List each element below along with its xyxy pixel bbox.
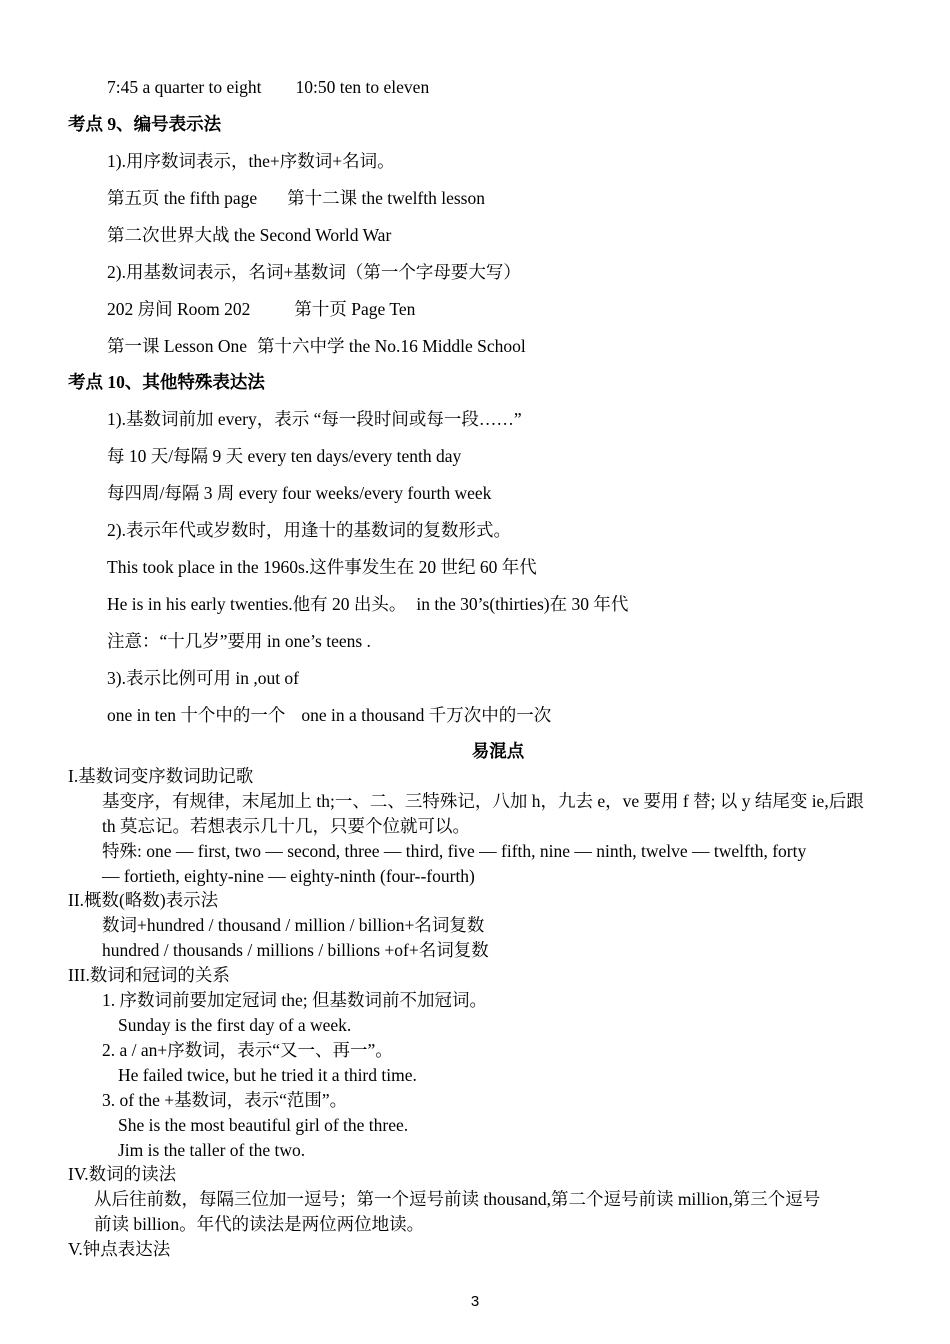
example-text: 第五页 the fifth page [107,188,258,208]
section4-line2: 前读 billion。年代的读法是两位两位地读。 [94,1214,425,1234]
point10-rule2: 2).表示年代或岁数时，用逢十的基数词的复数形式。 [107,520,511,540]
example-text: 第十六中学 the No.16 Middle School [256,336,526,356]
example-text: He is in his early twenties.他有 20 出头。 [107,594,407,614]
example-text: 第十页 Page Ten [294,299,416,319]
section3-example1: Sunday is the first day of a week. [118,1015,352,1035]
section2-line2: hundred / thousands / millions / billions +of+名词复数 [102,940,489,960]
point10-example3: This took place in the 1960s.这件事发生在 20 世纪 60 年代 [107,557,537,577]
page-number: 3 [470,1293,480,1310]
section3-rule3: 3. of the +基数词，表示“范围”。 [102,1090,348,1110]
section3-heading: III.数词和冠词的关系 [68,965,230,985]
example-text: one in a thousand 千万次中的一次 [301,705,552,725]
section1-line3: 特殊: one — first, two — second, three — third, five — fifth, nine — ninth, twelve — twelfth, forty [102,841,807,861]
point9-rule1: 1).用序数词表示，the+序数词+名词。 [107,151,395,171]
point9-example2: 第二次世界大战 the Second World War [107,225,392,245]
section3-example4: Jim is the taller of the two. [118,1140,306,1160]
point9-heading: 考点 9、编号表示法 [68,114,222,134]
point10-example2: 每四周/每隔 3 周 every four weeks/every fourth week [107,483,492,503]
point9-rule2: 2).用基数词表示，名词+基数词（第一个字母要大写） [107,262,521,282]
example-text: 第一课 Lesson One [107,336,247,356]
point10-rule3: 3).表示比例可用 in ,out of [107,668,300,688]
section3-example3: She is the most beautiful girl of the three. [118,1115,409,1135]
point9-example3 [107,298,415,320]
point10-example1: 每 10 天/每隔 9 天 every ten days/every tenth day [107,446,462,466]
example-text: 第十二课 the twelfth lesson [287,188,485,208]
point10-rule1: 1).基数词前加 every，表示 “每一段时间或每一段……” [107,409,522,429]
section3-example2: He failed twice, but he tried it a third time. [118,1065,417,1085]
example-text: one in ten 十个中的一个 [107,705,286,725]
point10-example4 [107,593,628,615]
section1-line4: — fortieth, eighty-nine — eighty-ninth (four--fourth) [102,866,475,886]
section2-line1: 数词+hundred / thousand / million / billion+名词复数 [102,915,485,935]
time-example-1: 7:45 a quarter to eight [107,77,262,97]
point10-note: 注意：“十几岁”要用 in one’s teens . [107,631,371,651]
confusion-title: 易混点 [471,741,525,761]
point10-heading: 考点 10、其他特殊表达法 [68,372,265,392]
time-example-line [107,76,429,98]
section4-line1: 从后往前数，每隔三位加一逗号；第一个逗号前读 thousand,第二个逗号前读 million,第三个逗号 [94,1189,821,1209]
example-text: 202 房间 Room 202 [107,299,251,319]
point10-example5 [107,704,551,726]
point9-example4 [107,335,526,357]
section3-rule1: 1. 序数词前要加定冠词 the; 但基数词前不加冠词。 [102,990,487,1010]
section5-heading: V.钟点表达法 [68,1239,171,1259]
section1-line1: 基变序，有规律，末尾加上 th;一、二、三特殊记，八加 h，九去 e，ve 要用 f 替; 以 y 结尾变 ie,后跟 [102,791,864,811]
section1-line2: th 莫忘记。若想表示几十几，只要个位就可以。 [102,816,470,836]
time-example-2: 10:50 ten to eleven [295,77,430,97]
section3-rule2: 2. a / an+序数词，表示“又一、再一”。 [102,1040,393,1060]
section4-heading: IV.数词的读法 [68,1164,177,1184]
section1-heading: I.基数词变序数词助记歌 [68,766,254,786]
example-text: in the 30’s(thirties)在 30 年代 [416,594,629,614]
point9-example1 [107,187,485,209]
section2-heading: II.概数(略数)表示法 [68,890,219,910]
